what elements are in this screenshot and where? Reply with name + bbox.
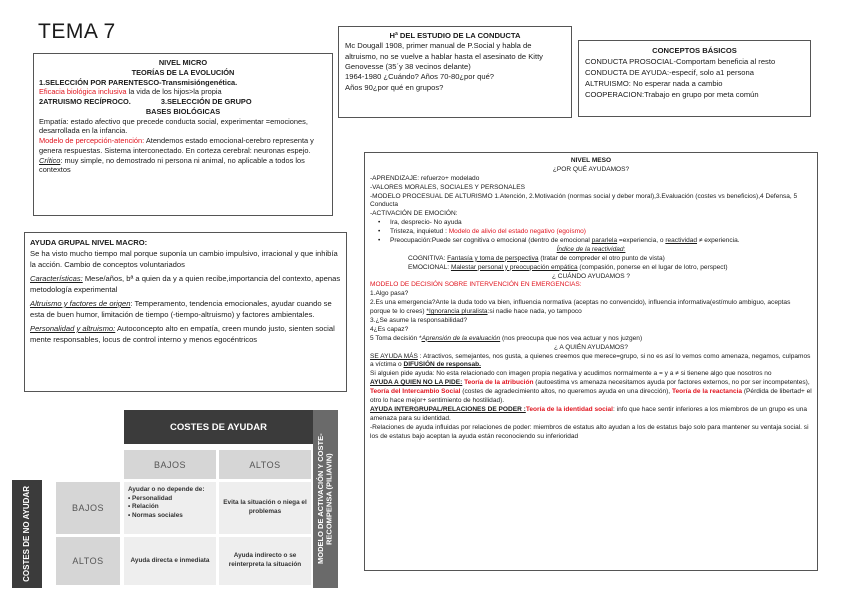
when-help-question: ¿ CUÁNDO AYUDAMOS ? (551, 272, 631, 280)
col-header-high: ALTOS (219, 450, 311, 479)
decision-step-1: 1.Algo pasa? (370, 290, 409, 298)
item-text: Relación (132, 503, 159, 511)
decision-step-5-end: (nos preocupa que nos vea actuar y nos juzgen) (500, 334, 643, 342)
concern-text-3: ≠ experiencia. (697, 237, 740, 245)
item-text: Normas sociales (132, 511, 183, 519)
decision-step-5-text: 5 Toma decisión * (370, 334, 422, 342)
social-exchange-theory: Teoría del Intercambio Social (370, 388, 461, 396)
reactivity-index-heading: Índice de la reactividad: (556, 245, 626, 253)
diffusion-term: DIFUSIÓN de responsab. (403, 361, 481, 369)
characteristics-label: Características: (30, 274, 83, 283)
unrequested-help-label: AYUDA A QUIEN NO LA PIDE: (370, 379, 463, 387)
model-label-column (313, 410, 338, 588)
decision-step-2-text: 2.Es una emergencia?Ante la duda todo va bien, influencia normativa (aceptas no convencido), influencia informativa(estímulo ambiguo, aceptas porque te lo crees) (370, 299, 791, 316)
intergroup-help-line (370, 406, 812, 424)
exchange-desc: (costes de agradecimiento altos, no queremos ayuda en una dirección), (460, 388, 672, 396)
cognitive-label: COGNITIVA: (408, 254, 448, 262)
item-text: Personalidad (132, 494, 173, 502)
cell-low-high: Evita la situación o niega el problemas (219, 482, 311, 534)
cell-high-high: Ayuda indirecto o se reinterpreta la situación (219, 537, 311, 585)
emotional-term: Malestar personal y preocupación empática (450, 263, 578, 271)
inclusive-fitness-term: Eficacia biológica inclusiva (39, 87, 127, 97)
col-header-low: BAJOS (124, 450, 216, 479)
macro-intro: Se ha visto mucho tiempo mal porque suponía un cambio impulsivo, irracional y que inhibía la acción. Cambio de conceptos voluntariados (30, 249, 338, 269)
macro-level-box (24, 232, 347, 392)
sadness-text: Tristeza, inquietud : (390, 228, 449, 236)
list-item: • Normas sociales (128, 511, 183, 519)
social-identity-theory: Teoría de la identidad social (525, 405, 614, 413)
cell-low-low-heading: Ayudar o no depende de: (128, 486, 205, 493)
reactance-desc: (Pérdida de libertad+ el otro lo hace mejor+ sentimiento de hostilidad). (370, 388, 812, 405)
cognitive-term: Fantasía y toma de perspectiva (447, 254, 539, 262)
critique-label: Crítico (39, 155, 61, 165)
basic-concepts-box (578, 40, 811, 117)
altruism-origin-label: Altruismo y factores de origen (30, 299, 131, 308)
help-more-line (370, 353, 812, 371)
biological-bases-heading: BASES BIOLÓGICAS (145, 106, 221, 116)
list-item (370, 237, 812, 246)
learning-line: -APRENDIZAJE: refuerzo+ modelado (370, 174, 480, 182)
process-model-line: -MODELO PROCESUAL DE ALTURISMO 1.Atención, 2.Motivación (normas social y deber moral),3.Evaluación (costes vs beneficios),4 Defensa, 5 Conducta (370, 192, 798, 209)
emotion-list (370, 219, 812, 246)
row-header-high: ALTOS (56, 537, 120, 585)
asks-help-line: Si alguien pide ayuda: No esta relacionado con imagen propia negativa y acudimos normalmente a = y a ≠ si tienene algo que nosotros no (370, 370, 772, 378)
inclusive-fitness-line (39, 87, 327, 97)
list-item: • Relación (128, 503, 159, 511)
altruism-origin-desc: : Temperamento, tendencia emocionales, ayudar cuando se esta de buen humor, limitación de tiempo (-tiempo-altruismo) y factores ambientales. (30, 299, 332, 319)
history-heading: Hª DEL ESTUDIO DE LA CONDUCTA (389, 31, 521, 40)
cell-high-low: Ayuda directa e inmediata (124, 537, 216, 585)
help-more-text: : Atractivos, semejantes, nos gusta, a quienes creemos que merece=grupo, si no es así lo vemos como amenaza, negamos, culpamos a víctima o (370, 352, 811, 369)
cell-low-low-content (128, 486, 204, 521)
cognitive-desc: (tratar de compreder el otro punto de vista) (538, 254, 665, 262)
concern-text: Preocupación:Puede ser cognitiva o emocional (dentro de emocional (390, 237, 592, 245)
help-more-label: SE AYUDA MÁS (370, 352, 418, 360)
decision-model-heading: MODELO DE DECISIÓN SOBRE INTERVENCIÓN EN EMERGENCIAS: (370, 281, 582, 289)
list-item: • Personalidad (128, 494, 173, 502)
personality-text (30, 323, 341, 345)
decision-step-4: 4¿Es capaz? (370, 325, 409, 333)
negative-relief-model: Modelo de alivio del estado negativo (egoísmo) (448, 228, 586, 236)
emotional-label: EMOCIONAL: (408, 263, 451, 271)
kin-selection-line: 1.SELECCIÓN POR PARENTESCO-Transmisióngenética. (39, 77, 238, 87)
perception-model-term: Modelo de percepción-atención: (39, 136, 145, 146)
critique-text: : muy simple, no demostrado ni persona ni animal, no aplicable a todos los contextos (39, 155, 305, 175)
costs-of-helping-header: COSTES DE AYUDAR (124, 410, 313, 444)
reactance-theory: Teoría de la reactancia (671, 388, 743, 396)
concepts-heading: CONCEPTOS BÁSICOS (652, 46, 737, 55)
decision-step-5 (370, 335, 812, 344)
evolution-theories-heading: TEORÍAS DE LA EVOLUCIÓN (131, 67, 235, 77)
group-selection: 3.SELECCIÓN DE GRUPO (160, 97, 252, 107)
evaluation-apprehension: Aprensión de la evaluación (421, 334, 501, 342)
history-line-2: 1964-1980 ¿Cuándo? Años 70-80¿por qué? (345, 72, 495, 82)
piliavin-model-label: MODELO DE ACTIVACIÓN Y COSTE-RECOMPENSA (PILIAVIN) (316, 433, 334, 565)
cell-low-low (124, 482, 216, 534)
emotional-line (370, 264, 812, 273)
why-help-question: ¿POR QUÉ AYUDAMOS? (552, 165, 630, 173)
micro-heading: NIVEL MICRO (158, 58, 208, 67)
list-item (370, 228, 812, 237)
decision-step-3: 3.¿Se asume la responsabilidad? (370, 317, 468, 325)
page-title: TEMA 7 (38, 20, 116, 43)
history-line-3: Años 90¿por qué en grupos? (345, 82, 444, 92)
values-line: -VALORES MORALES, SOCIALES Y PERSONALES (370, 183, 525, 191)
altruism-group-line (39, 97, 327, 107)
costs-not-helping-label: COSTES DE NO AYUDAR (21, 486, 31, 582)
parallel-term: pararlela (591, 237, 618, 245)
identity-desc: : info que hace sentir inferiores a los miembros de un grupo es una amenaza para su identidad. (370, 405, 807, 422)
altruism-origin-text (30, 298, 341, 320)
intergroup-help-label: AYUDA INTERGRUPAL/RELACIONES DE PODER : (370, 405, 526, 413)
power-relations-line: -Relaciones de ayuda influidas por relaciones de poder: miembros de estatus alto ayudan a los de estatus bajo solo para mantener su ventaja social. si los de estatus bajo aceptan la ayuda están reconociendo su inferioridad (370, 423, 809, 440)
row-header-low: BAJOS (56, 482, 120, 534)
attribution-theory: Teoría de la atribución (462, 379, 534, 387)
history-line-1: Mc Dougall 1908, primer manual de P.Social y habla de altruismo, no se vuelve a hablar hasta el asesinato de Kitty Genovesse (35´y 38 vecinos delante) (345, 41, 543, 71)
meso-heading: NIVEL MESO (570, 157, 612, 164)
pluralistic-ignorance: *Ignorancia pluralista (426, 308, 488, 316)
micro-level-box (33, 53, 333, 216)
personality-desc: Autoconcepto alto en empatía, creen mundo justo, sienten social mente responsables, locus de control interno y menos egocéntricos (30, 324, 335, 344)
emotion-activation-line: -ACTIVACIÓN DE EMOCIÓN: (370, 210, 458, 218)
list-item: • Ira, desprecio- No ayuda (370, 219, 812, 228)
concept-item: ALTRUISMO: No esperar nada a cambio (585, 79, 723, 88)
concept-item: CONDUCTA PROSOCIAL-Comportam beneficia al resto (585, 57, 776, 66)
concept-item: CONDUCTA DE AYUDA:-especif, solo a1 persona (585, 68, 754, 77)
history-box (338, 26, 572, 118)
costs-not-helping-header (12, 480, 42, 588)
perception-model-text (39, 136, 327, 175)
characteristics-text (30, 273, 341, 295)
characteristics-desc: Mese/años, bª a quien da y a quien recibe,importancia del contexto, apenas metodología experimental (30, 274, 341, 294)
inclusive-fitness-text: la vida de los hijos>la propia (126, 87, 222, 97)
decision-step-2-end: :si nadie hace nada, yo tampoco (487, 308, 582, 316)
decision-step-2 (370, 299, 812, 317)
cost-reward-table (12, 410, 342, 588)
macro-heading: AYUDA GRUPAL NIVEL MACRO: (30, 238, 148, 247)
emotional-desc: (compasión, ponerse en el lugar de lotro, perspect) (577, 263, 728, 271)
who-help-question: ¿ A QUIÉN AYUDAMOS? (553, 343, 629, 351)
unrequested-help-line (370, 379, 812, 406)
cognitive-line (370, 255, 812, 264)
perception-model-desc: Atendemos estado emocional-cerebro representa y genera respuestas. Sistema interconectado. En corteza cerebral: neuronas espejo. (39, 136, 314, 155)
meso-level-box (364, 152, 818, 571)
personality-label: Personalidad y altruismo: (30, 324, 116, 333)
concern-text-2: =experiencia, o (617, 237, 666, 245)
empathy-text: Empatía: estado afectivo que precede conducta social, experimentar =emociones, desarrollada en la infancia. (39, 116, 308, 136)
attribution-desc: (autoestima vs amenaza necesitamos ayuda por factores externos, no por ser incompetentes), (533, 379, 810, 387)
reciprocal-altruism: 2ATRUISMO RECÍPROCO. (39, 97, 131, 107)
concept-item: COOPERACION:Trabajo en grupo por meta común (585, 90, 759, 99)
reactivity-term: reactividad (665, 237, 698, 245)
